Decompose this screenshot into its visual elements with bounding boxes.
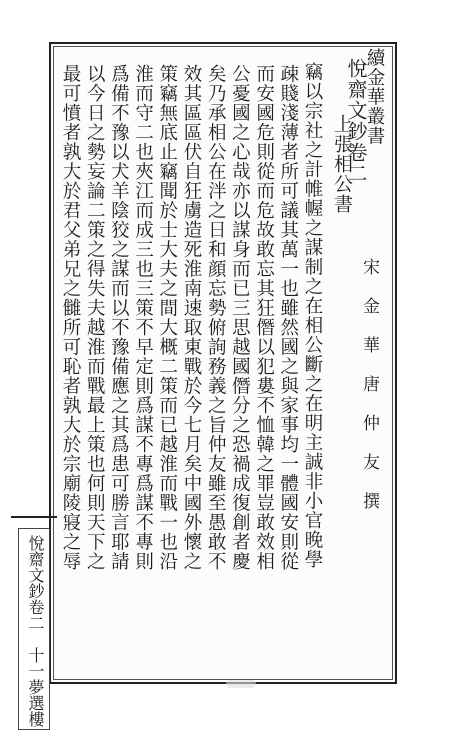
gutter-title: 悅齋文鈔卷二: [26, 535, 45, 631]
text-column: 策竊無底止竊聞於士大夫之間大概二策而已越淮而戰一也沿: [156, 64, 178, 571]
book-title: 悅齋文鈔卷二: [344, 58, 368, 184]
gutter-hall: 夢選樓: [26, 679, 45, 727]
text-column: 竊以宗社之計帷幄之謀制之在相公斷之在明主誠非小官晚學: [302, 62, 323, 569]
author-name: 宋金華唐仲友撰: [359, 258, 379, 531]
ink-smudge: [226, 680, 256, 688]
text-column: 矣乃承相公在泮之日和顔忘勢俯詢務義之旨仲友雖至愚敢不: [205, 64, 227, 571]
article-title: 上張相公書: [331, 114, 353, 214]
text-column: 公憂國之心哉亦以謀身而已三思越國僭分之恐禍成復創者慶: [229, 64, 251, 571]
series-label: 續金華叢書: [364, 48, 385, 146]
text-column: 最可憤者孰大於君父弟兄之雠所可恥者孰大於宗廟陵寢之辱: [60, 64, 81, 571]
gutter-box: [18, 528, 50, 730]
text-column: 以今日之勢妄論二策之得失夫越淮而戰最上策也何則天下之: [84, 64, 106, 571]
text-column: 淮而守二也夾江而成三也三策不早定則爲謀不專爲謀不專則: [132, 64, 154, 571]
gutter-page: 十一: [26, 647, 45, 679]
text-column: 效其區區伏自狂虜造死淮南速取東戰於今七月矣中國外懷之: [181, 64, 202, 571]
text-column: 而安國危則從而危故敢忘其狂僭以犯婁不恤韓之罪豈敢效相: [253, 64, 275, 571]
fish-tail-rule: [11, 516, 57, 518]
text-column: 爲備不豫以犬羊陰狡之謀而以不豫備應之其爲患可勝言耶請: [108, 64, 130, 571]
text-column: 疎賤淺薄者所可議其萬一也雖然國之與家事均一體國安則從: [277, 64, 299, 571]
author-line: [358, 258, 380, 531]
